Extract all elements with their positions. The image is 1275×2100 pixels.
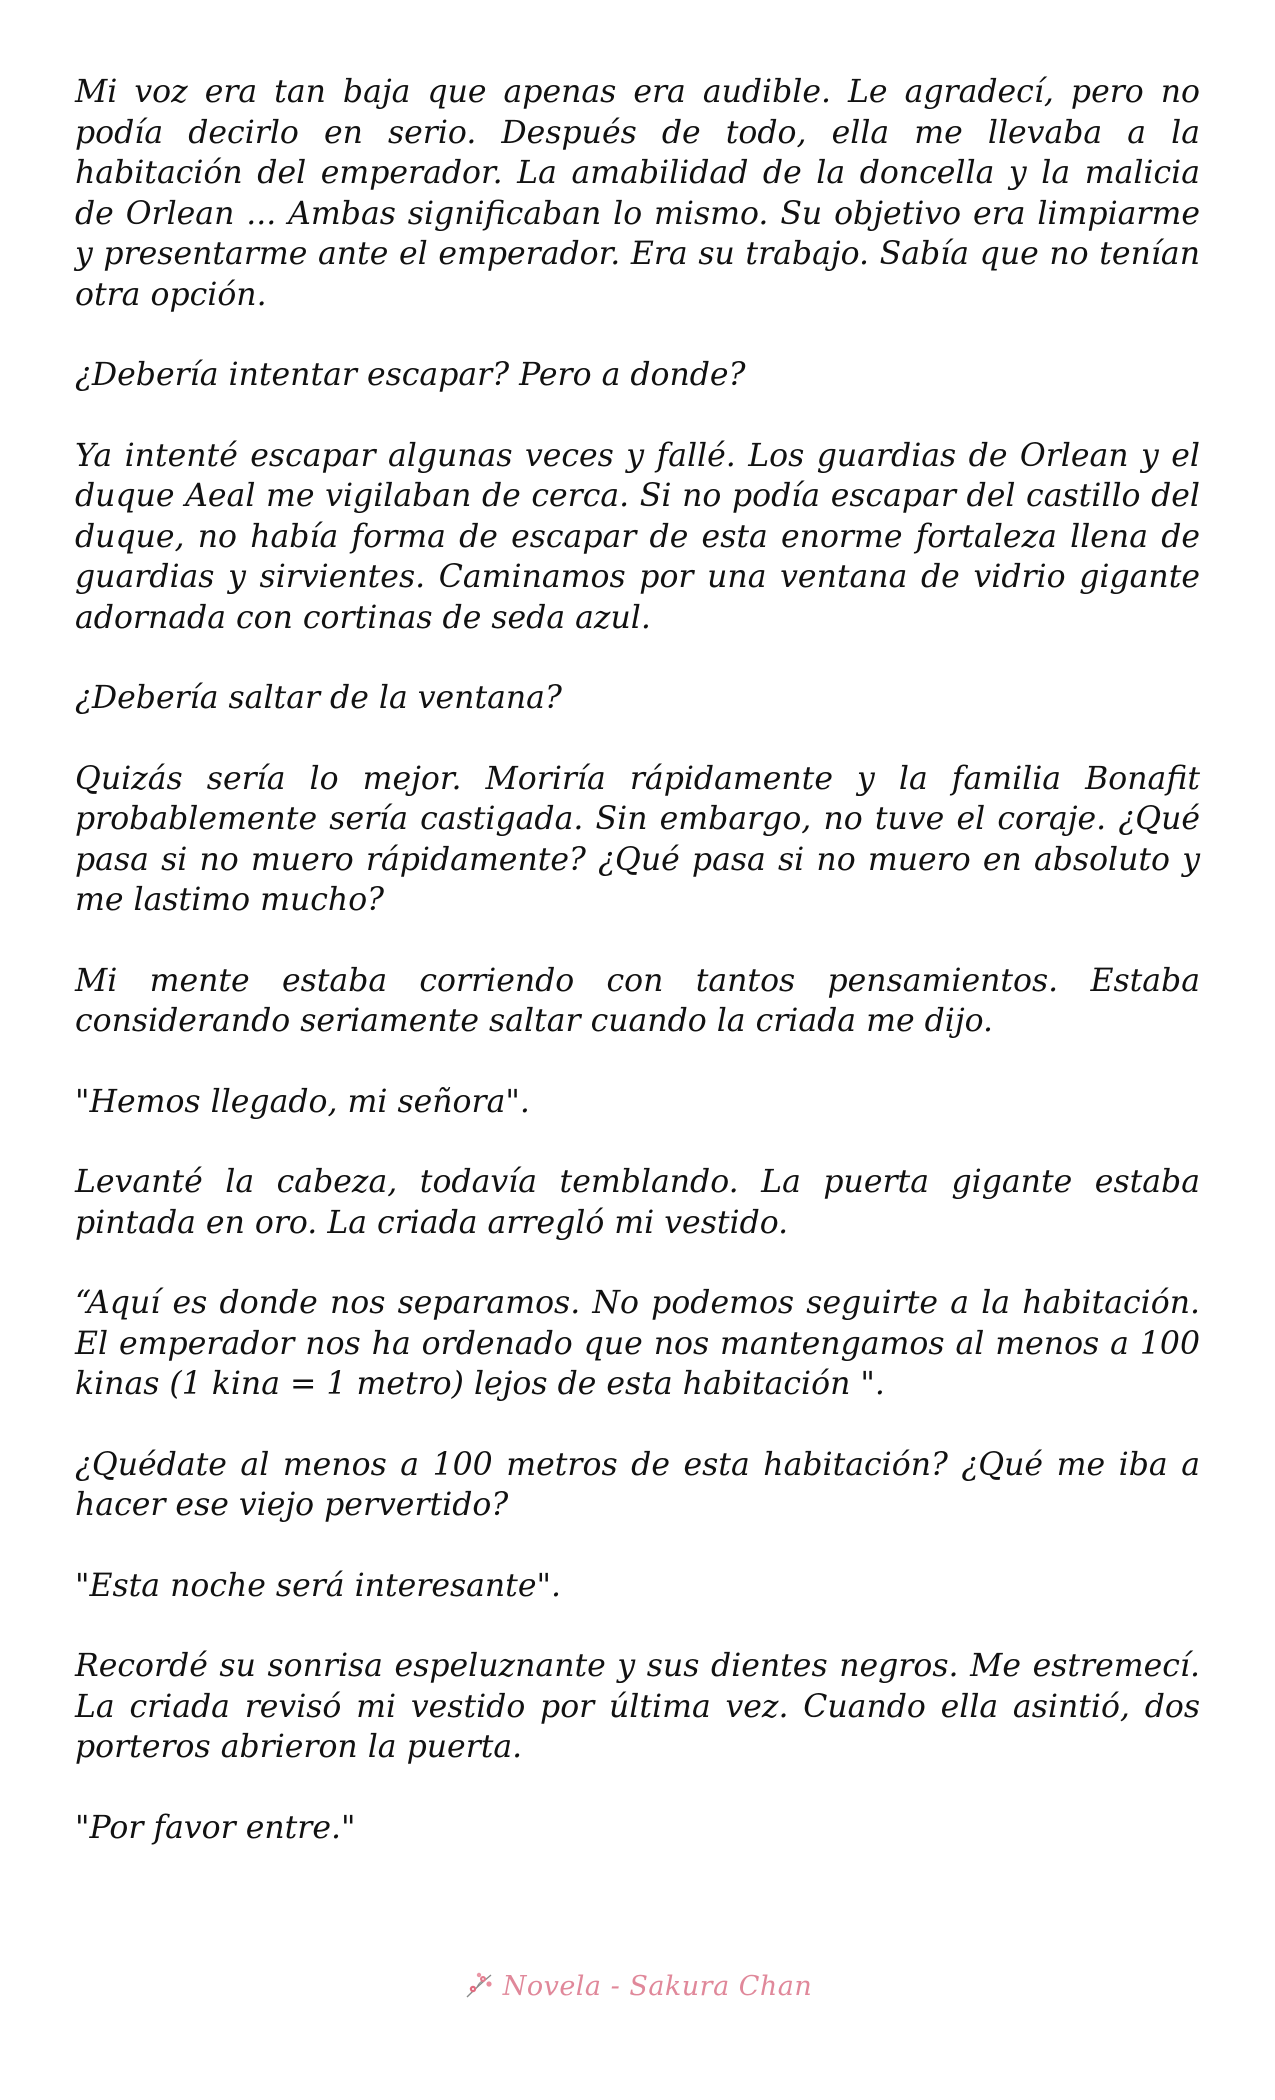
paragraph-9: “Aquí es donde nos separamos. No podemos seguirte a la habitación. El emperador nos ha ordenado que nos mantengamos al menos a 100 kinas (1 kina = 1 metro) lejos de esta habitación ". [75,1285,1200,1402]
footer-text: Novela - Sakura Chan [502,1970,813,2002]
paragraph-13: "Por favor entre." [75,1809,356,1846]
sakura-blossom-icon [463,1969,497,2003]
paragraph-8: Levanté la cabeza, todavía temblando. La puerta gigante estaba pintada en oro. La criada arregló mi vestido. [75,1164,1200,1241]
paragraph-7: "Hemos llegado, mi señora". [75,1083,530,1120]
document-body [75,72,1200,1888]
paragraph-6: Mi mente estaba corriendo con tantos pensamientos. Estaba considerando seriamente saltar cuando la criada me dijo. [75,962,1200,1039]
footer-watermark [0,1964,1275,2008]
paragraph-11: "Esta noche será interesante". [75,1567,561,1604]
paragraph-5: Quizás sería lo mejor. Moriría rápidamente y la familia Bonafit probablemente sería castigada. Sin embargo, no tuve el coraje. ¿Qué pasa si no muero rápidamente? ¿Qué pasa si no muero en absoluto y me lastimo mucho? [75,760,1200,918]
paragraph-4: ¿Debería saltar de la ventana? [75,680,562,716]
paragraph-3: Ya intenté escapar algunas veces y fallé. Los guardias de Orlean y el duque Aeal me vigilaban de cerca. Si no podía escapar del castillo del duque, no había forma de escapar de esta enorme fortaleza llena de guardias y sirvientes. Caminamos por una ventana de vidrio gigante adornada con cortinas de seda azul. [75,437,1200,636]
paragraph-2: ¿Debería intentar escapar? Pero a donde? [75,357,746,393]
paragraph-1: Mi voz era tan baja que apenas era audible. Le agradecí, pero no podía decirlo en serio. Después de todo, ella me llevaba a la habitación del emperador. La amabilidad de la doncella y la malicia de Orlean ... Ambas significaban lo mismo. Su objetivo era limpiarme y presentarme ante el emperador. Era su trabajo. Sabía que no tenían otra opción. [75,74,1200,313]
footer-brand [463,1969,813,2003]
paragraph-10: ¿Quédate al menos a 100 metros de esta habitación? ¿Qué me iba a hacer ese viejo pervertido? [75,1446,1200,1523]
paragraph-12: Recordé su sonrisa espeluznante y sus dientes negros. Me estremecí. La criada revisó mi vestido por última vez. Cuando ella asintió, dos porteros abrieron la puerta. [75,1648,1200,1765]
